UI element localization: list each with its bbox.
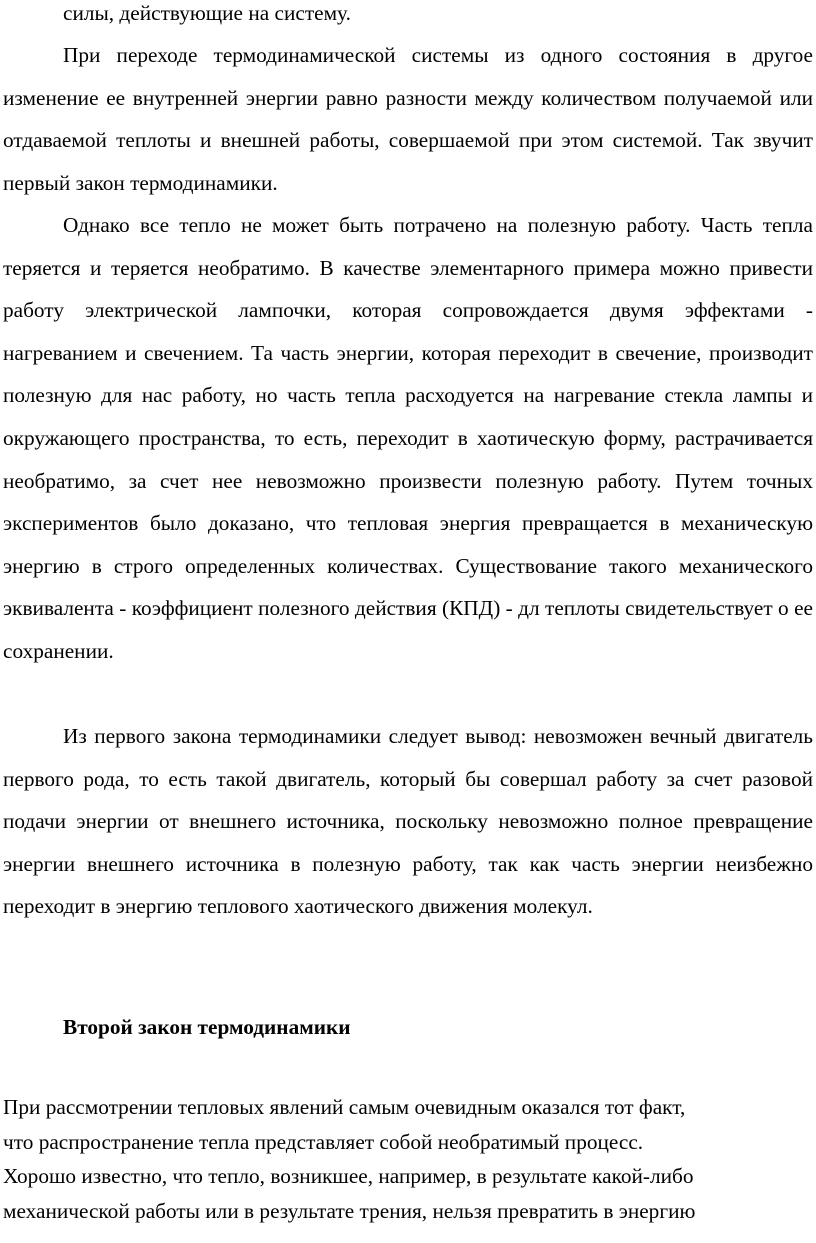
paragraph-second-law — [3, 1090, 793, 1228]
paragraph-first-law: При переходе термодинамической системы из одного состояния в другое изменение ее внутренней энергии равно разности между количеством получаемой или отдаваемой теплоты и внешней работы, совершаемой при этом системой. Так звучит первый закон термодинамики. — [3, 43, 813, 195]
text-line: что распространение тепла представляет собой необратимый процесс. — [3, 1129, 644, 1154]
text-line: механической работы или в результате трения, нельзя превратить в энергию — [3, 1198, 696, 1223]
paragraph-heat-losses: Однако все тепло не может быть потрачено на полезную работу. Часть тепла теряется и теряется необратимо. В качестве элементарного примера можно привести работу электрической лампочки, которая сопровождается двумя эффектами - нагреванием и свечением. Та часть энергии, которая переходит в свечение, производит полезную для нас работу, но часть тепла расходуется на нагревание стекла лампы и окружающего пространства, то есть, переходит в хаотическую форму, растрачивается необратимо, за счет нее невозможно произвести полезную работу. Путем точных экспериментов было доказано, что тепловая энергия превращается в механическую энергию в строго определенных количествах. Существование такого механического эквивалента - коэффициент полезного действия (КПД) - дл теплоты свидетельствует о ее сохранении. — [3, 213, 813, 663]
section-heading: Второй закон термодинамики — [63, 1015, 351, 1039]
text-line: Хорошо известно, что тепло, возникшее, например, в результате какой-либо — [3, 1164, 694, 1188]
paragraph-perpetual-motion: Из первого закона термодинамики следует вывод: невозможен вечный двигатель первого рода, то есть такой двигатель, который бы совершал работу за счет разовой подачи энергии от внешнего источника, поскольку невозможно полное превращение энергии внешнего источника в полезную работу, так как часть энергии неизбежно переходит в энергию теплового хаотического движения молекул. — [3, 724, 813, 919]
paragraph-continuation: силы, действующие на систему. — [63, 1, 351, 25]
text-line: При рассмотрении тепловых явлений самым очевидным оказался тот факт, — [3, 1095, 686, 1119]
